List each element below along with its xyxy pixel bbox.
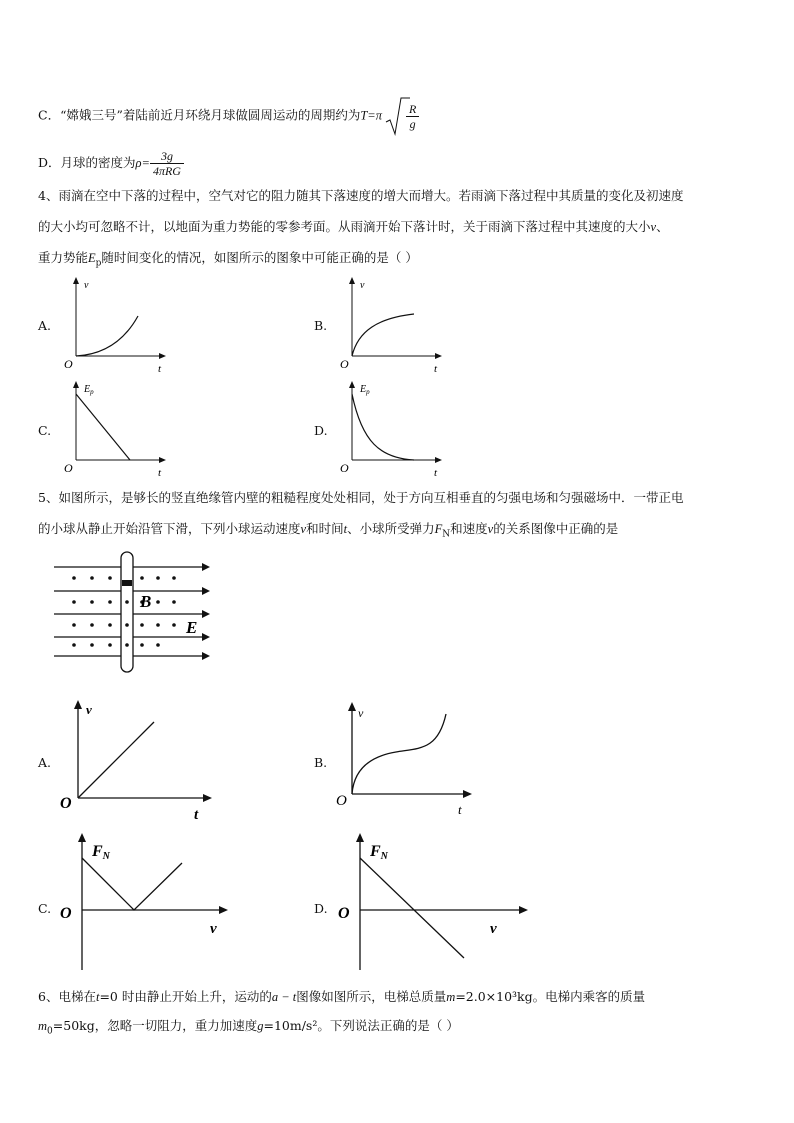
q6-line1-t: t xyxy=(95,990,100,1004)
x-axis-label: t xyxy=(158,363,162,375)
x-axis-arrow-icon xyxy=(463,790,472,798)
y-axis-label: v xyxy=(84,280,89,291)
q5-option-a-label[interactable]: A. xyxy=(38,755,52,770)
q5-line2 xyxy=(38,521,618,543)
q5-line2-d: 和速度 xyxy=(450,521,488,536)
vertical-tube xyxy=(121,552,133,672)
q4-graph-d xyxy=(338,380,448,480)
q3-option-d-lhs: ρ= xyxy=(135,156,150,170)
x-axis-label: t xyxy=(458,802,462,817)
y-axis-label: v xyxy=(86,702,92,717)
q5-option-c-label[interactable]: C. xyxy=(38,901,52,916)
q4-line2 xyxy=(38,219,669,235)
q5-line2-t: t xyxy=(343,522,348,536)
x-axis-arrow-icon xyxy=(219,906,228,914)
tube-dot xyxy=(125,643,129,647)
origin-label: O xyxy=(60,905,72,922)
graph-line xyxy=(360,858,464,958)
x-axis-label: t xyxy=(434,363,438,375)
q4-line2-end: 、 xyxy=(656,219,669,234)
q4-option-c-label[interactable]: C. xyxy=(38,423,52,438)
q4-option-b-label[interactable]: B. xyxy=(314,318,328,333)
q3-option-c-lhs: T= xyxy=(360,108,376,123)
q4-graph-a xyxy=(62,276,172,376)
x-axis-arrow-icon xyxy=(203,794,212,802)
q6-line2-m0sub: 0 xyxy=(47,1026,53,1037)
graph-curve xyxy=(352,394,414,460)
sqrt-sign-icon xyxy=(386,96,410,136)
q4-line3-var: E xyxy=(88,251,96,265)
q5-line2-a: 的小球从静止开始沿管下滑，下列小球运动速度 xyxy=(38,521,301,536)
q5-option-b-label[interactable]: B. xyxy=(314,755,328,770)
q6-line2 xyxy=(38,1018,459,1040)
origin-label: O xyxy=(340,461,349,475)
q5-graph-d xyxy=(336,830,536,975)
q5-line2-F: F xyxy=(434,522,443,536)
charged-ball xyxy=(122,580,132,586)
q3-option-d-frac xyxy=(150,149,184,178)
origin-label: O xyxy=(336,793,347,809)
y-axis-arrow-icon xyxy=(73,277,79,284)
x-axis-arrow-icon xyxy=(159,457,166,463)
q6-line2-m0: m xyxy=(38,1019,48,1033)
graph-curve xyxy=(76,316,138,356)
y-axis-arrow-icon xyxy=(78,833,86,842)
field-e-label: E xyxy=(186,618,198,637)
field-b-label: B xyxy=(140,592,152,611)
q4-line3 xyxy=(38,250,418,272)
q4-line2-text: 的大小均可忽略不计，以地面为重力势能的零参考面。从雨滴开始下落计时，关于雨滴下落过程中其速度的大小 xyxy=(38,219,651,234)
q5-graph-b xyxy=(334,698,494,826)
q4-line3-sub: p xyxy=(95,258,102,269)
x-axis-arrow-icon xyxy=(519,906,528,914)
graph-line xyxy=(82,858,182,910)
y-axis-arrow-icon xyxy=(349,277,355,284)
y-axis-label: $E_p$ xyxy=(84,384,94,396)
q6-line1-at: a − t xyxy=(271,990,297,1004)
q6-line1-m: m xyxy=(446,990,456,1004)
q5-line2-b: 和时间 xyxy=(306,521,344,536)
q3-option-d-den: 4πRG xyxy=(152,164,181,178)
graph-line xyxy=(78,722,154,798)
y-axis-label: FN xyxy=(370,843,388,862)
q5-graph-a xyxy=(58,698,218,826)
graph-curve xyxy=(352,314,414,356)
x-axis-label: t xyxy=(158,467,162,479)
x-axis-label: t xyxy=(434,467,438,479)
q4-option-a-label[interactable]: A. xyxy=(38,318,52,333)
q5-line1: 5、如图所示，是够长的竖直绝缘管内壁的粗糙程度处处相同，处于方向互相垂直的匀强电场和匀强磁场中．一带正电 xyxy=(38,490,684,505)
y-axis-label: FN xyxy=(92,843,110,862)
x-axis-label: v xyxy=(490,921,497,937)
x-axis-arrow-icon xyxy=(159,353,166,359)
q5-line2-v2: v xyxy=(487,522,494,536)
q4-line3-pre: 重力势能 xyxy=(38,250,89,265)
q3-option-c-den: g xyxy=(409,116,416,131)
y-axis-arrow-icon xyxy=(348,702,356,711)
origin-label: O xyxy=(60,795,72,812)
q5-field-diagram xyxy=(50,550,220,685)
graph-curve xyxy=(352,714,446,794)
y-axis-arrow-icon xyxy=(73,381,79,388)
x-axis-label: t xyxy=(194,807,199,823)
q3-option-d-num: 3g xyxy=(150,149,184,164)
origin-label: O xyxy=(64,357,73,371)
y-axis-label: $E_p$ xyxy=(360,384,370,396)
q5-line2-c: 、小球所受弹力 xyxy=(347,521,435,536)
q5-option-d-label[interactable]: D. xyxy=(314,901,328,916)
q4-line1: 4、雨滴在空中下落的过程中，空气对它的阻力随其下落速度的增大而增大。若雨滴下落过程中其质量的变化及初速度 xyxy=(38,188,684,203)
x-axis-label: v xyxy=(210,921,217,937)
q5-line2-e: 的关系图像中正确的是 xyxy=(493,521,619,536)
q4-graph-c xyxy=(62,380,172,480)
q3-option-d xyxy=(38,149,184,178)
origin-label: O xyxy=(64,461,73,475)
q6-line1 xyxy=(38,989,645,1005)
q6-line1-d: =2.0×10³kg。电梯内乘客的质量 xyxy=(455,989,646,1004)
q3-option-c-pi: π xyxy=(375,108,383,123)
tube-dot xyxy=(125,600,129,604)
q5-graph-c xyxy=(58,830,238,975)
graph-line xyxy=(76,394,130,460)
y-axis-arrow-icon xyxy=(356,833,364,842)
q4-line3-post: 随时间变化的情况，如图所示的图象中可能正确的是（ ） xyxy=(101,250,418,265)
y-axis-label: v xyxy=(358,706,364,720)
q6-line2-g: g xyxy=(257,1019,264,1033)
origin-label: O xyxy=(338,905,350,922)
q3-option-c-text: C．“嫦娥三号”着陆前近月环绕月球做圆周运动的周期约为 xyxy=(38,107,361,123)
origin-label: O xyxy=(340,357,349,371)
q6-line1-b: =0 时由静止开始上升，运动的 xyxy=(99,989,272,1004)
y-axis-arrow-icon xyxy=(349,381,355,388)
q4-graph-b xyxy=(338,276,448,376)
q6-line1-c: 图像如图所示，电梯总质量 xyxy=(296,989,447,1004)
y-axis-label: v xyxy=(360,280,365,291)
q3-option-c-sqrt xyxy=(386,96,419,136)
q4-option-d-label[interactable]: D. xyxy=(314,423,328,438)
tube-dot xyxy=(125,623,129,627)
q4-line2-var: v xyxy=(650,220,657,234)
y-axis-arrow-icon xyxy=(74,700,82,709)
q5-line2-Fsub: N xyxy=(442,529,451,540)
q6-line1-a: 6、电梯在 xyxy=(38,989,96,1004)
field-arrow-icons xyxy=(202,563,210,660)
q5-line2-v1: v xyxy=(300,522,307,536)
x-axis-arrow-icon xyxy=(435,353,442,359)
q3-option-c-num: R xyxy=(406,102,419,117)
x-axis-arrow-icon xyxy=(435,457,442,463)
q6-line2-b: =10m/s²。下列说法正确的是（ ） xyxy=(263,1018,459,1033)
q6-line2-a: =50kg，忽略一切阻力，重力加速度 xyxy=(52,1018,258,1033)
q3-option-c xyxy=(38,96,419,136)
q3-option-d-text: D．月球的密度为 xyxy=(38,155,136,170)
